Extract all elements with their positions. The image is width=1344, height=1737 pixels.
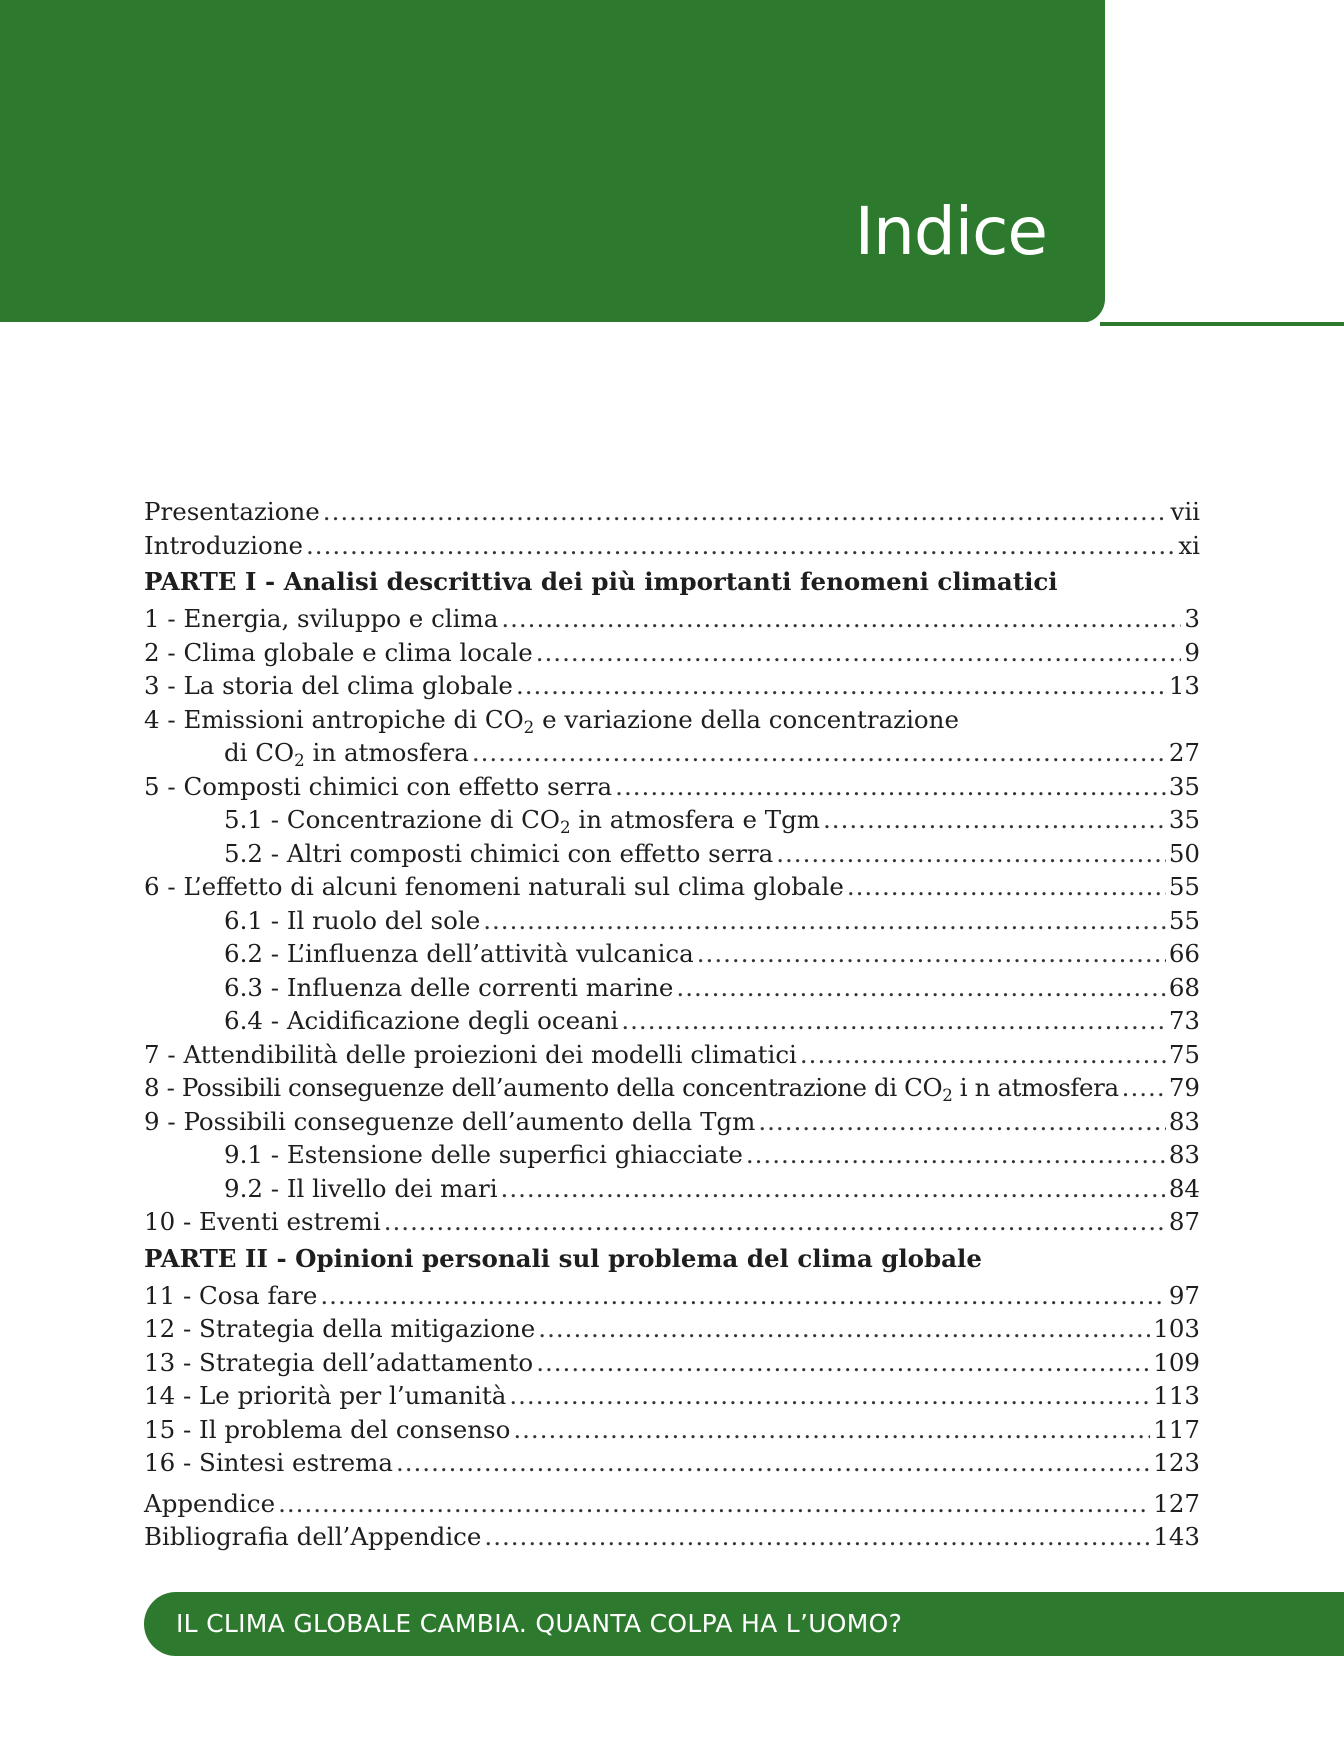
toc-entry-page: 75: [1168, 1039, 1200, 1069]
toc-entry-s5-2[interactable]: [144, 837, 1200, 871]
header-divider-right: [1100, 322, 1344, 326]
toc-entry-page: 87: [1168, 1207, 1200, 1236]
book-title-footer: IL CLIMA GLOBALE CAMBIA. QUANTA COLPA HA L’UOMO?: [176, 1609, 903, 1638]
toc-entry-title: 7 - Attendibilità delle proiezioni dei modelli climatici: [144, 1039, 797, 1069]
toc-entry-page: 117: [1153, 1414, 1200, 1444]
toc-entry-ch12[interactable]: [144, 1312, 1200, 1346]
toc-entry-ch13[interactable]: [144, 1346, 1200, 1380]
dot-leader: [823, 803, 1166, 837]
toc-entry-page: 35: [1168, 771, 1200, 801]
toc-entry-title: 6.3 - Influenza delle correnti marine: [224, 972, 674, 1002]
toc-entry-page: 3: [1184, 604, 1200, 633]
toc-entry-ch14[interactable]: [144, 1379, 1200, 1413]
toc-entry-page: 83: [1168, 1140, 1200, 1169]
toc-entry-title: 9.2 - Il livello dei mari: [224, 1173, 498, 1203]
toc-entry-title: [144, 803, 820, 837]
toc-entry-s6-3[interactable]: [144, 971, 1200, 1005]
toc-entry-page: 84: [1168, 1173, 1200, 1203]
toc-entry-page: 97: [1168, 1280, 1200, 1310]
toc-entry-page: 9: [1184, 637, 1200, 667]
toc-entry-appendice[interactable]: [144, 1487, 1200, 1521]
toc-entry-title: 6.1 - Il ruolo del sole: [224, 905, 481, 935]
toc-entry-title: [144, 1071, 1119, 1105]
header-band: [0, 0, 1105, 323]
toc-entry-title: Presentazione: [144, 497, 320, 526]
toc-entry-s9-1[interactable]: [144, 1138, 1200, 1172]
page-title: Indice: [854, 193, 1047, 270]
dot-leader: [484, 1520, 1150, 1554]
subscript: 2: [523, 717, 535, 737]
toc-entry-page: 103: [1153, 1314, 1200, 1343]
toc-entry-s5-1[interactable]: [144, 803, 1200, 837]
toc-entry-ch5[interactable]: [144, 770, 1200, 804]
subscript: 2: [942, 1085, 953, 1105]
toc-entry-ch4-line1[interactable]: [144, 703, 1200, 737]
title-part: 8 - Possibili conseguenze dell’aumento della concentrazione di CO: [144, 1073, 943, 1102]
toc-entry-page: 27: [1168, 738, 1200, 767]
title-part: 4 - Emissioni antropiche di CO: [144, 704, 524, 734]
dot-leader: [323, 495, 1168, 529]
toc-entry-title: 10 - Eventi estremi: [144, 1207, 381, 1236]
toc-entry-page: 83: [1168, 1106, 1200, 1136]
footer-band: [144, 1592, 1344, 1656]
toc-entry-ch8[interactable]: [144, 1071, 1200, 1105]
toc-entry-page: 79: [1168, 1073, 1200, 1102]
toc-entry-title: Introduzione: [144, 530, 303, 560]
dot-leader: [501, 1172, 1166, 1206]
dot-leader: [516, 669, 1166, 703]
toc-entry-page: 55: [1168, 872, 1200, 901]
dot-leader: [306, 529, 1175, 563]
toc-entry-ch11[interactable]: [144, 1279, 1200, 1313]
toc-entry-title: 5.2 - Altri composti chimici con effetto serra: [224, 838, 774, 868]
toc-entry-page: 68: [1168, 972, 1200, 1002]
dot-leader: [536, 1346, 1150, 1380]
dot-leader: [396, 1446, 1150, 1480]
toc-entry-title: 1 - Energia, sviluppo e clima: [144, 604, 499, 633]
dot-leader: [513, 1413, 1150, 1447]
toc-entry-bibliografia[interactable]: [144, 1520, 1200, 1554]
dot-leader: [320, 1279, 1165, 1313]
toc-entry-page: 73: [1168, 1006, 1200, 1035]
toc-entry-introduzione[interactable]: [144, 529, 1200, 563]
dot-leader: [509, 1379, 1150, 1413]
dot-leader: [800, 1038, 1166, 1072]
toc-entry-title: Appendice: [144, 1488, 276, 1518]
toc-entry-ch9[interactable]: [144, 1105, 1200, 1139]
toc-entry-title: 3 - La storia del clima globale: [144, 671, 513, 700]
toc-entry-ch7[interactable]: [144, 1038, 1200, 1072]
toc-entry-ch16[interactable]: [144, 1446, 1200, 1480]
dot-leader: [501, 602, 1181, 636]
toc-part-heading-1: [144, 562, 1200, 602]
dot-leader: [384, 1205, 1166, 1239]
toc-entry-title: 16 - Sintesi estrema: [144, 1448, 393, 1477]
toc-entry-page: 143: [1153, 1522, 1200, 1551]
title-part: 5.1 - Concentrazione di CO: [224, 805, 560, 834]
toc-entry-ch3[interactable]: [144, 669, 1200, 703]
toc-entry-presentazione[interactable]: [144, 495, 1200, 529]
title-part: di CO: [224, 738, 295, 767]
toc-entry-title: 6.4 - Acidificazione degli oceani: [224, 1006, 619, 1035]
toc-entry-page: 123: [1153, 1448, 1200, 1477]
dot-leader: [483, 904, 1166, 938]
toc-entry-title: 11 - Cosa fare: [144, 1280, 318, 1310]
toc-entry-title: [144, 736, 469, 770]
toc-entry-title: [144, 703, 959, 737]
toc-part-heading-2: [144, 1239, 1200, 1279]
toc-entry-ch4-line2[interactable]: [144, 736, 1200, 770]
dot-leader: [697, 937, 1166, 971]
title-part: i n atmosfera: [952, 1073, 1119, 1102]
toc-entry-page: 13: [1168, 671, 1200, 700]
title-part: in atmosfera: [304, 738, 469, 767]
toc-entry-page: 50: [1168, 838, 1200, 868]
dot-leader: [538, 1312, 1150, 1346]
toc-entry-title: 13 - Strategia dell’adattamento: [144, 1347, 534, 1377]
subscript: 2: [559, 817, 571, 837]
part-label: PARTE II: [144, 1243, 268, 1273]
title-part: e variazione della concentrazione: [534, 704, 959, 734]
toc-entry-s6-1[interactable]: [144, 904, 1200, 938]
dot-leader: [621, 1004, 1165, 1038]
dot-leader: [746, 1138, 1166, 1172]
part-heading: [144, 562, 1058, 602]
part-title: - Opinioni personali sul problema del clima globale: [267, 1243, 982, 1273]
dot-leader: [536, 636, 1182, 670]
toc-entry-title: 6 - L’effetto di alcuni fenomeni naturali sul clima globale: [144, 872, 844, 901]
toc-entry-title: 12 - Strategia della mitigazione: [144, 1314, 536, 1343]
dot-leader: [278, 1487, 1150, 1521]
part-heading: [144, 1239, 982, 1279]
toc-entry-page: xi: [1178, 530, 1200, 560]
toc-entry-s9-2[interactable]: [144, 1172, 1200, 1206]
toc-entry-page: 35: [1168, 805, 1200, 834]
part-label: PARTE I: [144, 567, 257, 596]
toc-entry-ch10[interactable]: [144, 1205, 1200, 1239]
toc-entry-title: 15 - Il problema del consenso: [144, 1414, 511, 1444]
toc-entry-title: 9 - Possibili conseguenze dell’aumento della Tgm: [144, 1106, 756, 1136]
title-part: in atmosfera e Tgm: [570, 805, 820, 834]
toc-entry-title: 6.2 - L’influenza dell’attività vulcanica: [224, 939, 694, 968]
toc-entry-page: 66: [1168, 939, 1200, 968]
toc-entry-title: 9.1 - Estensione delle superfici ghiacciate: [224, 1140, 743, 1169]
dot-leader: [472, 736, 1166, 770]
toc-entry-ch6[interactable]: [144, 870, 1200, 904]
toc-entry-title: 2 - Clima globale e clima locale: [144, 637, 533, 667]
toc-entry-title: 14 - Le priorità per l’umanità: [144, 1381, 507, 1410]
dot-leader: [847, 870, 1166, 904]
toc-entry-title: 5 - Composti chimici con effetto serra: [144, 771, 613, 801]
toc-entry-ch1[interactable]: [144, 602, 1200, 636]
toc-entry-page: 109: [1153, 1347, 1200, 1377]
toc-entry-ch2[interactable]: [144, 636, 1200, 670]
dot-leader: [1122, 1071, 1166, 1105]
dot-leader: [776, 837, 1166, 871]
table-of-contents: [144, 495, 1200, 1554]
toc-entry-s6-2[interactable]: [144, 937, 1200, 971]
toc-entry-page: vii: [1170, 497, 1200, 526]
toc-entry-page: 55: [1168, 905, 1200, 935]
toc-entry-s6-4[interactable]: [144, 1004, 1200, 1038]
dot-leader: [615, 770, 1166, 804]
toc-entry-page: 127: [1153, 1488, 1200, 1518]
toc-entry-page: 113: [1153, 1381, 1200, 1410]
toc-entry-title: Bibliografia dell’Appendice: [144, 1522, 482, 1551]
dot-leader: [676, 971, 1165, 1005]
part-title: - Analisi descrittiva dei più importanti fenomeni climatici: [256, 567, 1058, 596]
subscript: 2: [294, 750, 305, 770]
toc-entry-ch15[interactable]: [144, 1413, 1200, 1447]
dot-leader: [758, 1105, 1165, 1139]
